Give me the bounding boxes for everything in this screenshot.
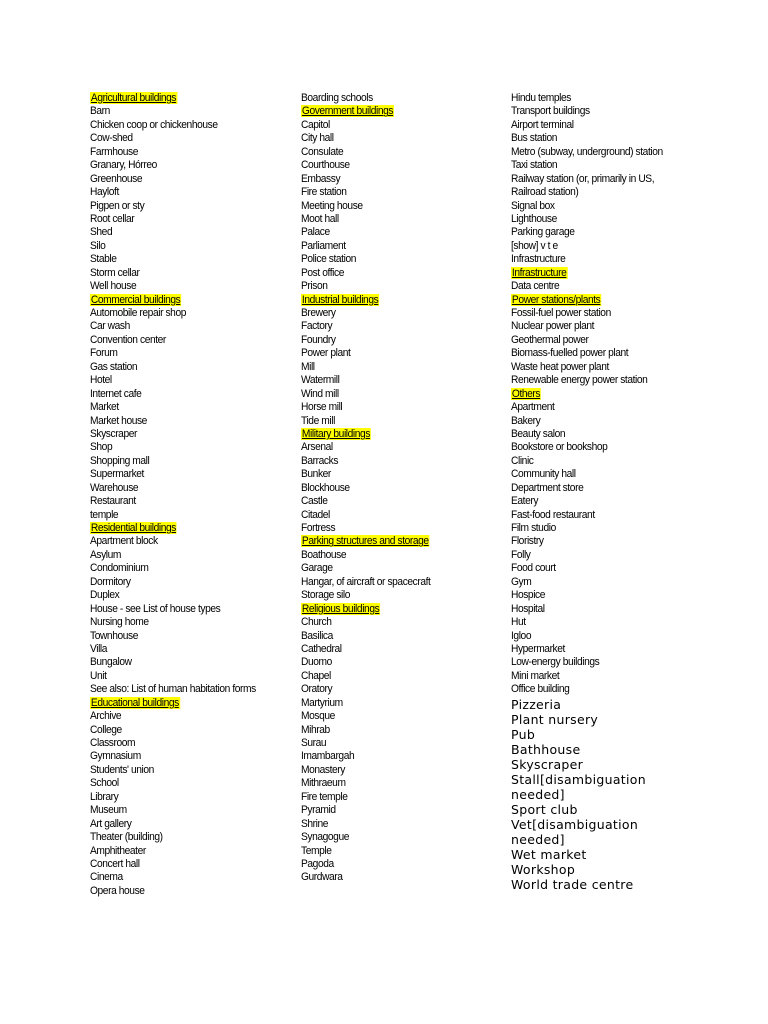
list-item: Gymnasium — [90, 750, 141, 763]
list-item: Cathedral — [301, 642, 342, 655]
list-item: Students' union — [90, 763, 154, 776]
section-heading — [90, 522, 276, 535]
list-item: Horse mill — [301, 401, 343, 414]
list-item: Automobile repair shop — [90, 307, 187, 319]
list-item: Palace — [301, 226, 330, 239]
list-item: Opera house — [90, 884, 145, 897]
section-heading — [511, 388, 725, 401]
list-item: Lighthouse — [511, 212, 557, 225]
list-item: Farmhouse — [90, 145, 138, 158]
list-item: Department store — [511, 481, 584, 494]
section-heading — [90, 294, 276, 307]
list-item: Library — [90, 790, 119, 803]
section-heading — [511, 267, 725, 280]
list-item: Mihrab — [301, 723, 330, 736]
list-item: Courthouse — [301, 159, 350, 172]
list-item: Capitol — [301, 118, 330, 131]
list-item: Cow-shed — [90, 132, 133, 145]
list-item: Clinic — [511, 454, 534, 467]
list-item: Wind mill — [301, 387, 339, 400]
list-item: Airport terminal — [511, 118, 574, 131]
list-item: temple — [90, 508, 119, 521]
list-item: Museum — [90, 804, 127, 817]
list-item: Hospital — [511, 602, 545, 615]
list-item: Skyscraper — [90, 427, 137, 440]
list-item: Bunker — [301, 468, 331, 481]
list-item: Bus station — [511, 132, 558, 145]
section-heading-text: Commercial buildings — [90, 293, 181, 306]
list-item: Martyrium — [301, 696, 343, 709]
list-item: Bathhouse — [511, 741, 581, 757]
list-item: Metro (subway, underground) station — [511, 145, 663, 158]
section-heading-text: Residential buildings — [90, 522, 176, 534]
list-item: Shed — [90, 226, 113, 239]
list-item: Low-energy buildings — [511, 656, 600, 669]
list-item: School — [90, 777, 119, 790]
list-item: Well house — [90, 280, 137, 293]
list-item: Railroad station) — [511, 186, 579, 199]
list-item: Nursing home — [90, 616, 149, 629]
list-item: Plant nursery — [511, 711, 599, 727]
list-item: Shop — [90, 441, 113, 454]
section-heading-text: Educational buildings — [90, 696, 179, 709]
list-item: Consulate — [301, 145, 344, 158]
section-heading-text: Parking structures and storage — [301, 535, 429, 548]
list-item: Parking garage — [511, 226, 575, 239]
list-item: Mithraeum — [301, 777, 346, 790]
list-item: Imambargah — [301, 750, 355, 763]
list-item: Renewable energy power station — [511, 374, 648, 387]
section-heading — [301, 603, 487, 616]
list-item: Warehouse — [90, 481, 139, 494]
list-item: Police station — [301, 253, 357, 266]
list-item: Dormitory — [90, 575, 131, 588]
list-item: Storm cellar — [90, 266, 140, 279]
list-item: Bakery — [511, 414, 541, 427]
list-item: Bungalow — [90, 656, 132, 669]
list-item: Post office — [301, 266, 344, 279]
section-heading-text: Infrastructure — [511, 266, 567, 279]
list-item: Igloo — [511, 629, 532, 642]
list-item: Hangar, of aircraft or spacecraft — [301, 575, 431, 588]
section-heading-text: Others — [511, 387, 541, 400]
list-item: Blockhouse — [301, 481, 350, 494]
list-item: Beauty salon — [511, 427, 566, 440]
list-item: Wet market — [511, 846, 587, 862]
section-heading-text: Agricultural buildings — [90, 92, 177, 104]
list-item: Asylum — [90, 548, 122, 561]
list-item: Pigpen or sty — [90, 199, 145, 212]
column-1 — [90, 92, 290, 898]
list-item: needed] — [511, 831, 565, 847]
list-item: Shrine — [301, 817, 329, 830]
list-item: Meeting house — [301, 199, 363, 212]
list-item: Unit — [90, 669, 107, 682]
section-heading-text: Military buildings — [301, 427, 371, 440]
list-item: Hut — [511, 616, 526, 629]
list-item: City hall — [301, 132, 334, 145]
list-item: needed] — [511, 786, 565, 802]
list-item: Brewery — [301, 307, 336, 319]
list-item: Oratory — [301, 683, 333, 696]
list-item: Pyramid — [301, 804, 336, 817]
list-item: Fire temple — [301, 790, 348, 803]
list-item: Chicken coop or chickenhouse — [90, 118, 218, 131]
list-item: Vet[disambiguation — [511, 816, 639, 832]
list-item: Synagogue — [301, 831, 350, 844]
list-item: Mini market — [511, 669, 560, 682]
list-item: Duomo — [301, 656, 332, 669]
list-item: Chapel — [301, 669, 331, 682]
list-item: Pub — [511, 726, 536, 742]
list-item: Bookstore or bookshop — [511, 441, 608, 454]
column-2 — [301, 92, 501, 885]
list-item: Film studio — [511, 522, 556, 534]
list-item: Hayloft — [90, 186, 119, 199]
list-item: Floristry — [511, 535, 544, 548]
section-heading — [301, 105, 487, 118]
list-item: Biomass-fuelled power plant — [511, 347, 629, 360]
list-item: Basilica — [301, 629, 333, 642]
list-item: Signal box — [511, 199, 555, 212]
list-item: World trade centre — [511, 876, 634, 892]
list-item: Pizzeria — [511, 696, 562, 712]
list-item: Storage silo — [301, 589, 351, 602]
list-item: Car wash — [90, 320, 130, 333]
list-item: Hypermarket — [511, 642, 565, 655]
list-item: Root cellar — [90, 212, 135, 225]
list-item: Watermill — [301, 374, 340, 387]
list-item: Condominium — [90, 562, 149, 575]
list-item: Nuclear power plant — [511, 320, 595, 333]
list-item: Barn — [90, 105, 110, 118]
list-item: Data centre — [511, 280, 560, 293]
list-item: Factory — [301, 320, 333, 333]
list-item: Fast-food restaurant — [511, 508, 595, 521]
list-item: Townhouse — [90, 629, 138, 642]
list-item: Castle — [301, 495, 328, 508]
section-heading — [90, 697, 276, 710]
list-item: Market — [90, 401, 119, 414]
list-item: Food court — [511, 562, 556, 575]
section-heading-text: Government buildings — [301, 105, 394, 118]
list-item: Sport club — [511, 801, 578, 817]
list-item: Geothermal power — [511, 333, 589, 346]
list-item: Villa — [90, 642, 108, 655]
list-item: Hotel — [90, 374, 112, 387]
list-item: Gas station — [90, 360, 138, 373]
list-item: Fortress — [301, 522, 336, 534]
list-item: Arsenal — [301, 441, 333, 454]
list-item: Parliament — [301, 239, 346, 252]
list-item: Art gallery — [90, 817, 132, 830]
list-item: Classroom — [90, 737, 136, 749]
list-item: Stable — [90, 253, 117, 266]
list-item: Fossil-fuel power station — [511, 307, 611, 319]
list-item: Taxi station — [511, 159, 558, 172]
list-item: Market house — [90, 414, 147, 427]
list-item: Apartment block — [90, 535, 158, 548]
list-item: Prison — [301, 280, 328, 293]
list-item: Concert hall — [90, 857, 140, 870]
list-item: Convention center — [90, 333, 166, 346]
list-item: Moot hall — [301, 212, 339, 225]
list-item: Barracks — [301, 454, 339, 467]
list-item: Mosque — [301, 710, 335, 723]
list-item: Granary, Hórreo — [90, 159, 157, 172]
list-item: Folly — [511, 548, 531, 561]
list-item: Fire station — [301, 186, 347, 199]
section-heading — [301, 535, 487, 548]
list-item: Boarding schools — [301, 92, 373, 104]
list-item: Archive — [90, 710, 122, 723]
list-item: Pagoda — [301, 857, 334, 870]
list-item: Temple — [301, 844, 332, 857]
list-item: Embassy — [301, 172, 341, 185]
list-item: Workshop — [511, 861, 576, 877]
list-item: Foundry — [301, 333, 336, 346]
list-item: House - see List of house types — [90, 602, 221, 615]
list-item: Apartment — [511, 401, 555, 414]
list-item: Railway station (or, primarily in US, — [511, 172, 655, 185]
section-heading-text: Power stations/plants — [511, 293, 601, 306]
list-item: Shopping mall — [90, 454, 150, 467]
list-item: Internet cafe — [90, 387, 142, 400]
list-item: Silo — [90, 239, 106, 252]
list-item: Restaurant — [90, 495, 136, 508]
list-item: Mill — [301, 360, 315, 373]
list-item: Garage — [301, 562, 333, 575]
list-item: Stall[disambiguation — [511, 771, 646, 787]
list-item: Eatery — [511, 495, 539, 508]
list-item: Duplex — [90, 589, 120, 602]
section-heading — [301, 428, 487, 441]
list-item: College — [90, 723, 122, 736]
list-item: Cinema — [90, 871, 123, 884]
list-item: Tide mill — [301, 414, 335, 427]
list-item: Greenhouse — [90, 172, 143, 185]
list-item: Infrastructure — [511, 253, 566, 266]
list-item: Gym — [511, 575, 532, 588]
list-item: Amphitheater — [90, 844, 146, 857]
list-item: Gurdwara — [301, 871, 343, 884]
list-item: Surau — [301, 737, 327, 749]
column-3 — [511, 92, 741, 892]
list-item: Office building — [511, 683, 570, 696]
list-item: Forum — [90, 347, 118, 360]
list-item: Monastery — [301, 763, 346, 776]
list-item: Hindu temples — [511, 92, 571, 104]
list-item: Transport buildings — [511, 105, 590, 118]
section-heading — [511, 294, 725, 307]
list-item: Church — [301, 616, 332, 629]
list-item: Skyscraper — [511, 756, 584, 772]
section-heading — [301, 294, 487, 307]
list-item: Community hall — [511, 468, 576, 481]
list-item: Citadel — [301, 508, 330, 521]
list-item: Supermarket — [90, 468, 144, 481]
section-heading-text: Industrial buildings — [301, 293, 379, 306]
list-item: Boathouse — [301, 548, 347, 561]
section-heading — [90, 92, 276, 105]
list-item: [show] v t e — [511, 239, 558, 252]
list-item: Power plant — [301, 347, 351, 360]
list-item: Waste heat power plant — [511, 360, 609, 373]
list-item: Hospice — [511, 589, 546, 602]
list-item: Theater (building) — [90, 831, 163, 844]
section-heading-text: Religious buildings — [301, 602, 380, 615]
list-item: See also: List of human habitation forms — [90, 683, 256, 696]
